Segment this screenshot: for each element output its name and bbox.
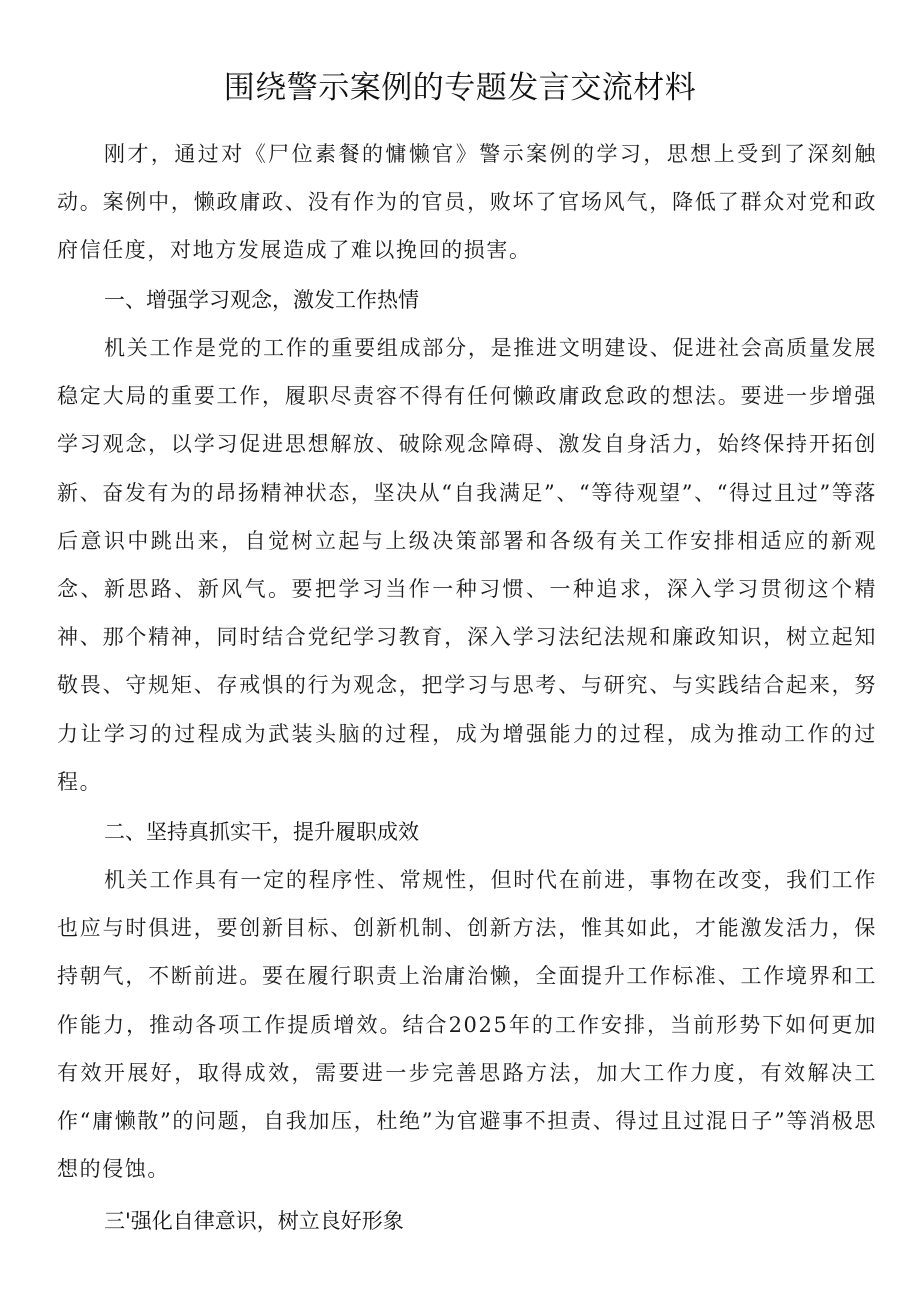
- section-1-heading: 一、增强学习观念，激发工作热情: [104, 288, 419, 312]
- document-title: 围绕警示案例的专题发言交流材料: [223, 70, 697, 106]
- intro-paragraph: 刚才，通过对《尸位素餐的慵懒官》警示案例的学习，思想上受到了深刻触动。案例中，懒政庸政、没有作为的官员，败坏了官场风气，降低了群众对党和政府信任度，对地方发展造成了难以挽回的损害。: [57, 142, 877, 263]
- section-3-heading: 三'强化自律意识，树立良好形象: [104, 1209, 404, 1233]
- section-1-paragraph: 机关工作是党的工作的重要组成部分，是推进文明建设、促进社会高质量发展稳定大局的重要工作，履职尽责容不得有任何懒政庸政怠政的想法。要进一步增强学习观念，以学习促进思想解放、破除观念障碍、激发自身活力，始终保持开拓创新、奋发有为的昂扬精神状态，坚决从“自我满足”、“等待观望”、“得过且过”等落后意识中跳出来，自觉树立起与上级决策部署和各级有关工作安排相适应的新观念、新思路、新风气。要把学习当作一种习惯、一种追求，深入学习贯彻这个精神、那个精神，同时结合党纪学习教育，深入学习法纪法规和廉政知识，树立起知敬畏、守规矩、存戒惧的行为观念，把学习与思考、与研究、与实践结合起来，努力让学习的过程成为武装头脑的过程，成为增强能力的过程，成为推动工作的过程。: [57, 336, 877, 794]
- section-2-heading: 二、坚持真抓实干，提升履职成效: [104, 820, 419, 844]
- section-2-paragraph: 机关工作具有一定的程序性、常规性，但时代在前进，事物在改变，我们工作也应与时俱进，要创新目标、创新机制、创新方法，惟其如此，才能激发活力，保持朝气，不断前进。要在履行职责上治庸治懒，全面提升工作标准、工作境界和工作能力，推动各项工作提质增效。结合2025年的工作安排，当前形势下如何更加有效开展好，取得成效，需要进一步完善思路方法，加大工作力度，有效解决工作“庸懒散”的问题，自我加压，杜绝”为官避事不担责、得过且过混日子”等消极思想的侵蚀。: [57, 868, 877, 1182]
